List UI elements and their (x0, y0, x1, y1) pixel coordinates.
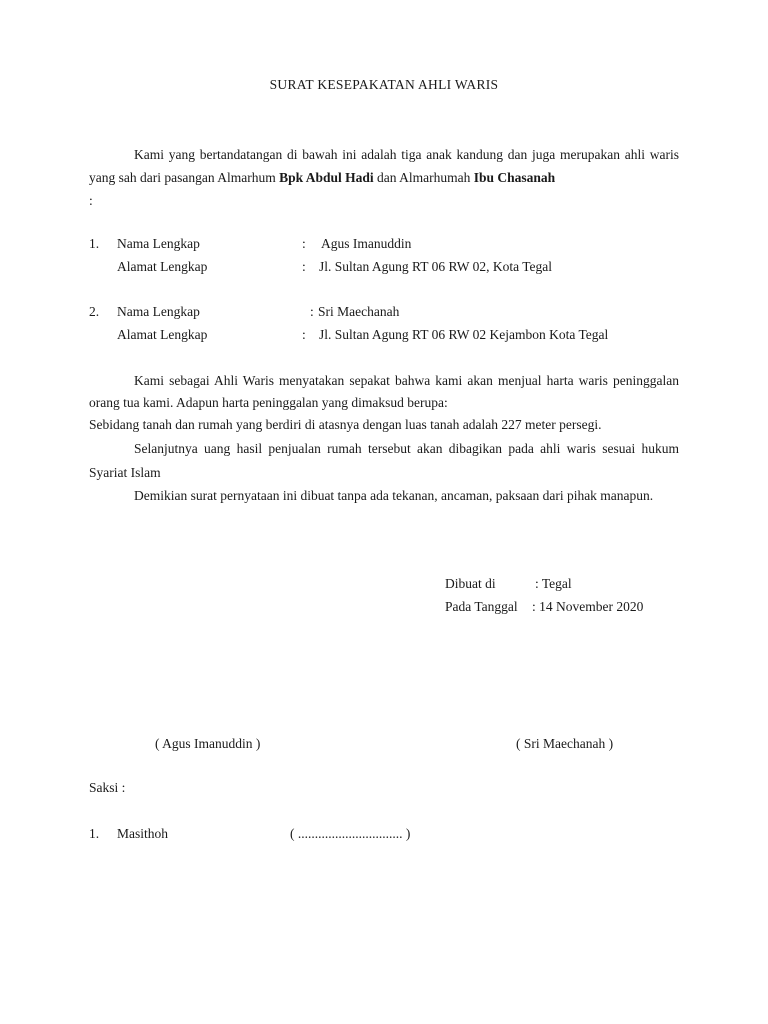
statement-paragraph-1 (89, 370, 679, 414)
address-value: Jl. Sultan Agung RT 06 RW 02 Kejambon Kota Tegal (319, 327, 609, 342)
signature-left: ( Agus Imanuddin ) (155, 736, 261, 751)
intro-colon: : (89, 193, 93, 208)
date-label: Pada Tanggal (445, 599, 518, 614)
witness-sign-line: ( ............................... ) (290, 826, 411, 841)
address-separator: : (302, 259, 306, 274)
statement-paragraph-3 (89, 484, 679, 508)
address-separator: : (302, 327, 306, 342)
document-title: SURAT KESEPAKATAN AHLI WARIS (269, 77, 499, 92)
name-separator: : (302, 236, 306, 251)
heir-number: 1. (89, 236, 100, 251)
place-value: : Tegal (535, 576, 572, 591)
statement-1-text: Kami sebagai Ahli Waris menyatakan sepakat bahwa kami akan menjual harta waris peninggalan orang tua kami. Adapun harta peninggalan yang dimaksud berupa: (89, 373, 679, 410)
name-label: Nama Lengkap (117, 304, 200, 319)
witness-number: 1. (89, 826, 100, 841)
asset-description: Sebidang tanah dan rumah yang berdiri di atasnya dengan luas tanah adalah 227 meter persegi. (89, 417, 602, 432)
statement-2-text: Selanjutnya uang hasil penjualan rumah tersebut akan dibagikan pada ahli waris sesuai hukum Syariat Islam (89, 441, 679, 480)
address-label: Alamat Lengkap (117, 259, 208, 274)
place-label: Dibuat di (445, 576, 496, 591)
name-value: Sri Maechanah (318, 304, 400, 319)
statement-3-text: Demikian surat pernyataan ini dibuat tanpa ada tekanan, ancaman, paksaan dari pihak manapun. (134, 488, 654, 503)
witness-name: Masithoh (117, 826, 169, 841)
address-label: Alamat Lengkap (117, 327, 208, 342)
intro-between: dan Almarhumah (373, 170, 474, 185)
heir-number: 2. (89, 304, 100, 319)
address-value: Jl. Sultan Agung RT 06 RW 02, Kota Tegal (319, 259, 553, 274)
father-name: Bpk Abdul Hadi (279, 170, 374, 185)
name-separator: : (310, 304, 314, 319)
witness-label: Saksi : (89, 780, 126, 795)
intro-paragraph (89, 143, 679, 212)
name-label: Nama Lengkap (117, 236, 200, 251)
name-value: Agus Imanuddin (321, 236, 412, 251)
statement-paragraph-2 (89, 437, 679, 485)
date-value: : 14 November 2020 (532, 599, 644, 614)
mother-name: Ibu Chasanah (473, 170, 556, 185)
signature-right: ( Sri Maechanah ) (516, 736, 614, 751)
intro-text: Kami yang bertandatangan di bawah ini adalah tiga anak kandung dan juga merupakan ahli waris yang sah dari pasangan Almarhum (89, 147, 679, 185)
